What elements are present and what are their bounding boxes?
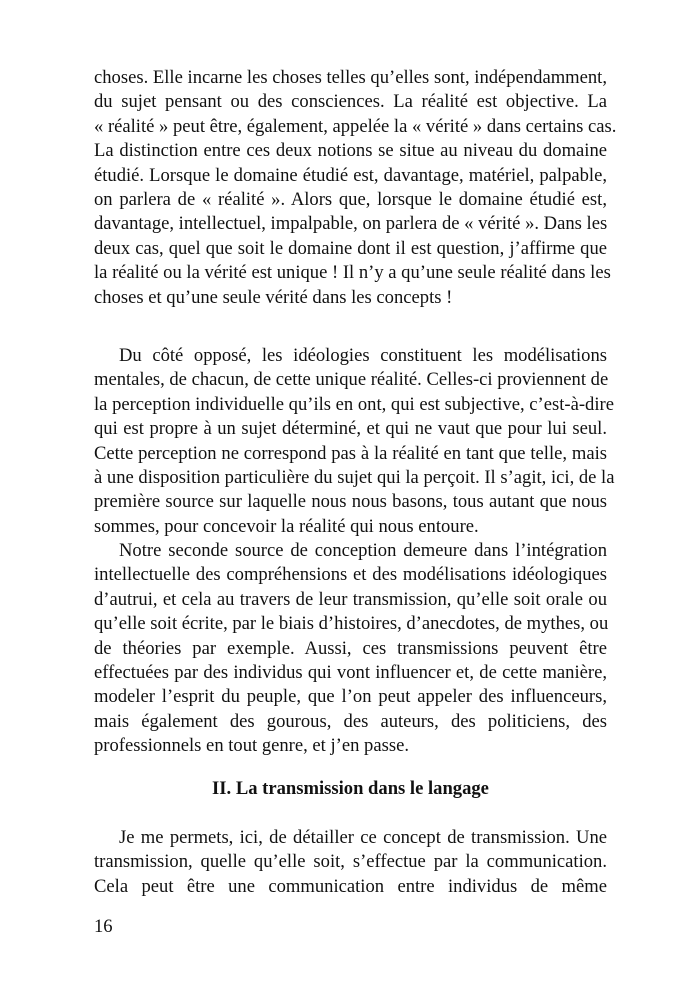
paragraph-3 — [94, 539, 607, 759]
text-line: Cette perception ne correspond pas à la réalité en tant que telle, mais — [94, 442, 607, 464]
text-line: Cela peut être une communication entre individus de même — [94, 875, 607, 897]
text-line: à une disposition particulière du sujet qui la perçoit. Il s’agit, ici, de la — [94, 466, 615, 488]
text-line: modeler l’esprit du peuple, que l’on peut appeler des influenceurs, — [94, 686, 607, 708]
text-line: on parlera de « réalité ». Alors que, lorsque le domaine étudié est, — [94, 188, 607, 210]
text-line: étudié. Lorsque le domaine étudié est, davantage, matériel, palpable, — [94, 164, 607, 186]
section-heading: II. La transmission dans le langage — [212, 778, 489, 799]
text-line: de théories par exemple. Aussi, ces transmissions peuvent être — [94, 637, 607, 659]
paragraph-2 — [94, 344, 615, 539]
text-line: sommes, pour concevoir la réalité qui nous entoure. — [94, 515, 479, 537]
text-line: qu’elle soit écrite, par le biais d’histoires, d’anecdotes, de mythes, ou — [94, 613, 609, 635]
text-line: qui est propre à un sujet déterminé, et qui ne vaut que pour lui seul. — [94, 418, 607, 440]
text-line: davantage, intellectuel, impalpable, on parlera de « vérité ». Dans les — [94, 213, 608, 235]
page-number: 16 — [94, 916, 113, 937]
text-line: mais également des gourous, des auteurs, des politiciens, des — [94, 710, 607, 732]
text-line: première source sur laquelle nous nous basons, tous autant que nous — [94, 491, 607, 513]
text-line: transmission, quelle qu’elle soit, s’effectue par la communication. — [94, 851, 607, 873]
text-line: professionnels en tout genre, et j’en passe. — [94, 735, 409, 757]
text-line: la perception individuelle qu’ils en ont, qui est subjective, c’est-à-dire — [94, 393, 614, 415]
text-line: d’autrui, et cela au travers de leur transmission, qu’elle soit orale ou — [94, 588, 607, 610]
text-line: Je me permets, ici, de détailler ce concept de transmission. Une — [119, 827, 607, 848]
text-line: mentales, de chacun, de cette unique réalité. Celles-ci proviennent de — [94, 369, 609, 391]
text-line: Du côté opposé, les idéologies constituent les modélisations — [119, 345, 607, 366]
text-line: La distinction entre ces deux notions se situe au niveau du domaine — [94, 140, 607, 162]
paragraph-1 — [94, 66, 617, 310]
text-line: du sujet pensant ou des consciences. La réalité est objective. La — [94, 91, 607, 113]
text-line: la réalité ou la vérité est unique ! Il n’y a qu’une seule réalité dans les — [94, 262, 611, 284]
text-line: deux cas, quel que soit le domaine dont il est question, j’affirme que — [94, 237, 607, 259]
text-line: intellectuelle des compréhensions et des modélisations idéologiques — [94, 564, 607, 586]
text-line: « réalité » peut être, également, appelée la « vérité » dans certains cas. — [94, 115, 617, 137]
text-line: choses. Elle incarne les choses telles qu’elles sont, indépendamment, — [94, 67, 607, 88]
paragraph-4 — [94, 826, 607, 899]
text-line: effectuées par des individus qui vont influencer et, de cette manière, — [94, 661, 607, 683]
text-line: Notre seconde source de conception demeure dans l’intégration — [119, 540, 607, 561]
text-line: choses et qu’une seule vérité dans les concepts ! — [94, 286, 453, 308]
